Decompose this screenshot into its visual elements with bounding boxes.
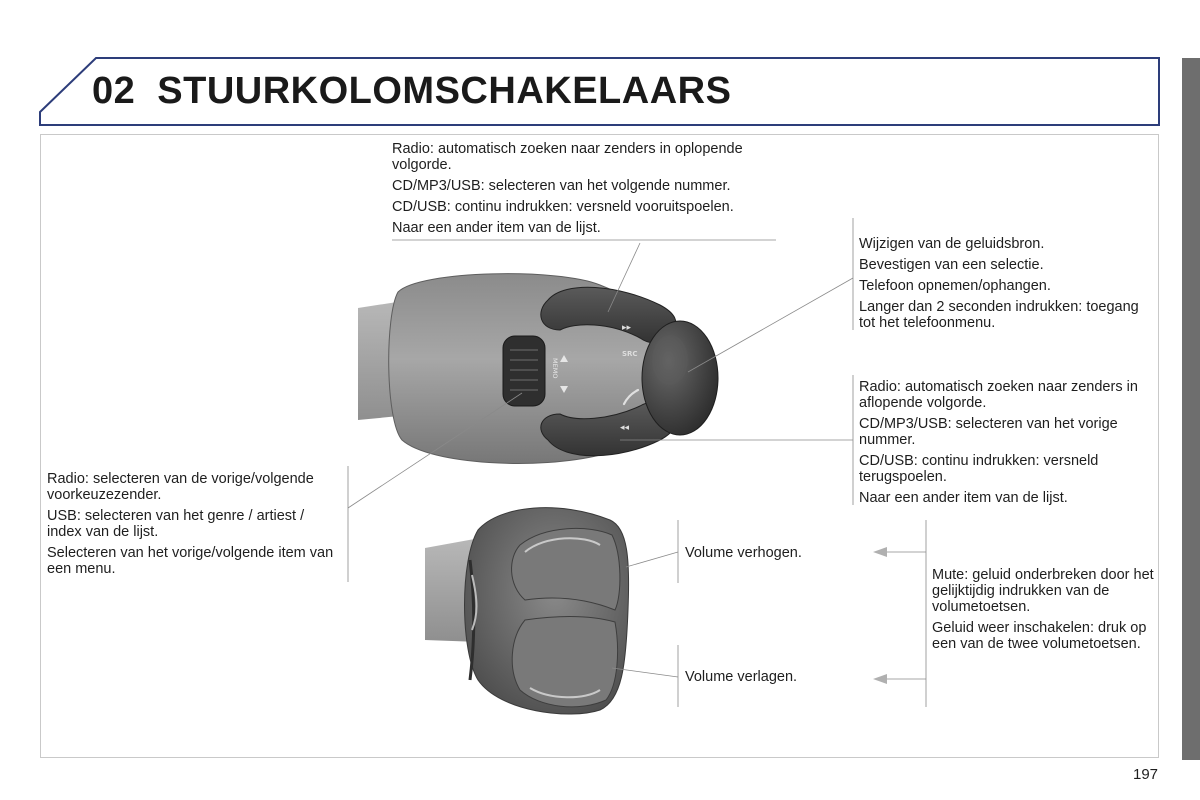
- callout-text: Volume verhogen.: [685, 545, 802, 561]
- thumb-wheel-callout: [47, 471, 342, 582]
- callout-text: CD/USB: continu indrukken: versneld vooruitspoelen.: [392, 199, 734, 215]
- source-knob-callout: [859, 236, 1154, 336]
- mute-callout: [932, 567, 1154, 657]
- next-button-callout: [392, 141, 782, 241]
- callout-text: Selecteren van het vorige/volgende item van een menu.: [47, 545, 334, 577]
- callout-text: Radio: automatisch zoeken naar zenders in oplopende volgorde.: [392, 141, 743, 173]
- callout-text: CD/MP3/USB: selecteren van het vorige nummer.: [859, 416, 1118, 448]
- callout-text: Telefoon opnemen/ophangen.: [859, 278, 1051, 294]
- next-icon: ▸▸: [622, 323, 632, 333]
- volume-down-button[interactable]: [512, 616, 617, 706]
- volume-up-callout: [685, 545, 855, 566]
- callout-text: Bevestigen van een selectie.: [859, 257, 1044, 273]
- callout-text: Naar een ander item van de lijst.: [392, 220, 601, 236]
- volume-up-arrow-icon: [873, 547, 887, 557]
- volume-down-callout: [685, 669, 855, 690]
- callout-text: Volume verlagen.: [685, 669, 798, 685]
- callout-text: CD/USB: continu indrukken: versneld terugspoelen.: [859, 453, 1099, 485]
- callout-text: Naar een ander item van de lijst.: [859, 490, 1068, 506]
- callout-text: Langer dan 2 seconden indrukken: toegang tot het telefoonmenu.: [859, 299, 1139, 331]
- src-label: SRC: [622, 350, 638, 358]
- page-number: 197: [1133, 766, 1159, 783]
- chapter-number: 02: [92, 70, 136, 112]
- callout-text: Radio: automatisch zoeken naar zenders in aflopende volgorde.: [859, 379, 1138, 411]
- callout-text: Geluid weer inschakelen: druk op een van de twee volumetoetsen.: [932, 620, 1147, 652]
- memo-label: MEMO: [551, 358, 559, 379]
- callout-text: USB: selecteren van het genre / artiest / index van de lijst.: [47, 508, 305, 540]
- previous-icon: ◂◂: [620, 423, 630, 433]
- previous-button-callout: [859, 379, 1154, 511]
- volume-down-arrow-icon: [873, 674, 887, 684]
- chapter-name: STUURKOLOMSCHAKELAARS: [157, 70, 732, 112]
- callout-text: CD/MP3/USB: selecteren van het volgende nummer.: [392, 178, 731, 194]
- volume-up-button[interactable]: [512, 528, 620, 610]
- callout-text: Mute: geluid onderbreken door het gelijktijdig indrukken van de volumetoetsen.: [932, 567, 1154, 615]
- callout-text: Radio: selecteren van de vorige/volgende voorkeuzezender.: [47, 471, 314, 503]
- callout-text: Wijzigen van de geluidsbron.: [859, 236, 1045, 252]
